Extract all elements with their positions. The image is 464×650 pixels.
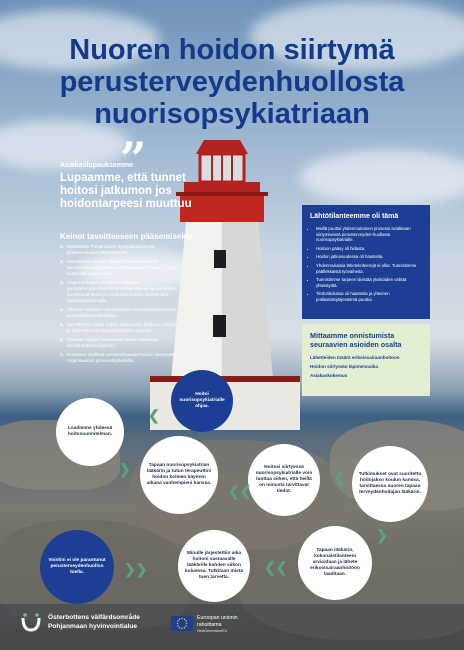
- arrow-up-icon: ❯: [119, 461, 131, 477]
- eu-line: NextGenerationEU: [197, 629, 228, 633]
- quote-mark-icon: ”: [120, 132, 147, 186]
- flow-step-blue: Vointini ei ole parantunut perusterveydenhuollon tuella.: [40, 530, 114, 604]
- goal-item: [60, 259, 178, 277]
- flow-step-blue: Hoitoi nuorisopsykiatrialle ohjaa.: [171, 370, 233, 432]
- list-item: • Meillä puuttui yhdenmukainen prosessi asiakkaan siirtymisessä perusterveyden-huollosta nuorisopsykiatrialle.: [316, 226, 422, 243]
- measurement-box: [302, 324, 430, 396]
- measurement-item: Lähetteiden määrä erikoissairaanhoitoon: [310, 355, 400, 360]
- arrow-left-icon: ❮: [148, 407, 160, 423]
- measurement-heading: Mittaamme onnistumista seuraavien asioiden osalta: [310, 331, 402, 349]
- cloud: [300, 150, 464, 205]
- arrow-right-icon: ❯❯: [124, 561, 148, 577]
- goal-number: 7.: [60, 352, 64, 357]
- goal-item: [60, 244, 178, 256]
- goal-text: Tavoitteena saada nopea kannanotto potilaan voinnin ja vähentää erikoissairaanhoidon tarvetta.: [67, 322, 176, 333]
- organization-name-fi: Pohjanmaan hyvinvointialue: [48, 622, 138, 630]
- list-item: • Hoidon jatkuvuudessa oli haasteita.: [316, 254, 422, 260]
- goal-number: 5.: [60, 322, 64, 327]
- flow-step: Minulle järjestettiin aika hoitoni vastaavalle lääkärille kahden viikon kuluessa. Tutkitaan mistä tuen tarvetta.: [178, 530, 250, 602]
- flow-step: Tapaan lääkärin, kokonaistilanteeni arvioidaan ja lähete erikoissairaanhoitoon laaditaan.: [298, 526, 372, 600]
- eu-line: rahoittama: [197, 621, 222, 628]
- organization-name-sv: Österbottens välfärdsområde: [48, 614, 140, 621]
- goals-heading: Keinot tavoitteeseen pääsemiseksi: [60, 232, 193, 241]
- goal-number: 3.: [60, 280, 64, 285]
- goal-item: [60, 352, 178, 364]
- goal-item: [60, 337, 178, 349]
- list-item: • Tunnistimme tarpeen tiivistää yksiköiden välistä yhteistyötä.: [316, 277, 422, 288]
- eu-line: Euroopan unionin: [197, 615, 238, 621]
- poster-title: [0, 34, 464, 130]
- flow-step: Tutkimukset ovat suoritettu hoitojakso koulun kanssa, tarvittaessa nuoren tapaan terveydenhoitajan lääkärin.: [352, 446, 428, 522]
- title-line: Nuoren hoidon siirtymä: [69, 34, 395, 66]
- eu-flag-icon: [171, 616, 193, 631]
- title-line: perusterveydenhuollosta: [59, 66, 405, 98]
- goal-text: Kartoitetaan nuoren tilanne yhdenmukaisesti perusterveydenhuollossa erikoissairaanhoidon tarpeet kattavalla lausunnolla.: [67, 259, 178, 276]
- flow-step: Hoitosi siirtyessä nuorisopsykiatrialle voin luottaa siihen, että heillä on minusta tarvittavat tiedot.: [248, 444, 320, 516]
- goal-text: Otetaan käyttöön erikoislääkärin konsultaatioprosessi perusterveydenhuoltoon.: [67, 307, 176, 318]
- list-item: • Yhdenmukaisia lähetekriteerejä ei ollut. Tunnistimme päällekkäistä työvaiheita.: [316, 263, 422, 274]
- flow-step: Tapaan nuorisopsykiatrian lääkärin ja tutun terapeuttini hoidon kolmen käynnin aikana vanhempieni kanssa.: [140, 436, 218, 514]
- arrow-left-icon: ❮❮: [228, 483, 252, 499]
- organization-logo-icon: [20, 612, 42, 634]
- starting-situation-box: [302, 205, 430, 319]
- arrow-right-icon: ❮❮: [264, 559, 288, 575]
- goal-text: Mitataan nuoren kokemusta hoidon siirtymän onnistumisesta (kysely).: [67, 337, 159, 348]
- title-line: nuorisopsykiatriaan: [94, 98, 370, 130]
- starting-situation-heading: Lähtötilanteemme oli tämä: [310, 213, 399, 220]
- eu-funding-text: [197, 615, 238, 635]
- starting-situation-list: [302, 226, 430, 303]
- goals-list: [60, 244, 178, 367]
- arrow-down-icon: ❯: [376, 527, 388, 543]
- goal-number: 6.: [60, 337, 64, 342]
- goal-number: 1.: [60, 244, 64, 249]
- list-item: • Hoitoon pääsy oli hidasta.: [316, 246, 422, 252]
- customer-promise: Lupaamme, että tunnet hoitosi jatkumon jos hoidontarpeesi muuttuu: [60, 172, 192, 210]
- measurement-item: Asiakaskokemus: [310, 373, 348, 378]
- goal-text: Yhdenmukainen ja kattava kartoitus perusterveydenhuollossa kolmas erikoissairaanhoidon tarvitsemat tiedot jo nopeuttaa hoidon aloittamista nuorisopsykiatrialla.: [67, 280, 178, 303]
- goal-text: Kuvataan virallinen prosessikuvaus hoidon siirtymästä organisaation prosessityökaluilla.: [67, 352, 178, 363]
- organization-name: [48, 614, 140, 631]
- goal-item: [60, 280, 178, 304]
- promise-label: Asiakaslupauksemme: [60, 162, 134, 169]
- goal-text: Määriteltiin Pohjanmaan hyvinvointialueelle yhdenmukaiset lähetekriteerit.: [67, 244, 155, 255]
- goal-number: 2.: [60, 259, 64, 264]
- goal-item: [60, 307, 178, 319]
- goal-item: [60, 322, 178, 334]
- list-item: • Tiedonkulussa oli haasteita ja yhteinen potilastietojärjestelmä puuttui.: [316, 291, 422, 302]
- measurement-item: Hoidon siirtymän läpimenoaika: [310, 364, 378, 369]
- arrow-left-icon: ❮: [334, 469, 346, 485]
- flow-step: Loadimme yhdessä hoitosuunnitelman.: [56, 398, 124, 466]
- goal-number: 4.: [60, 307, 64, 312]
